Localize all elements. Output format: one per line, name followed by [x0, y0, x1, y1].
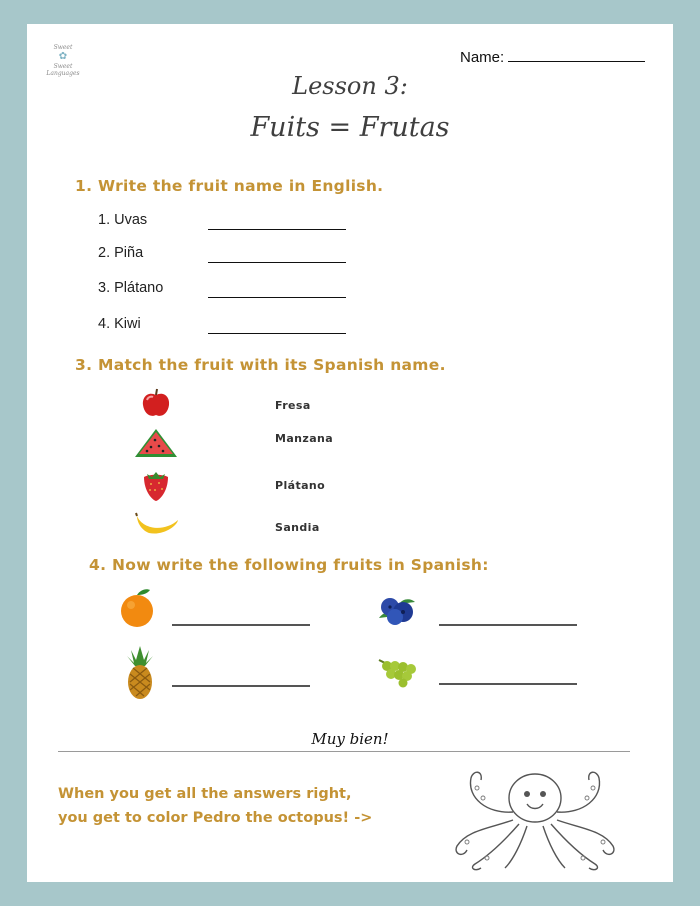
match-word: Sandia [275, 521, 320, 534]
answer-blank[interactable] [208, 229, 346, 230]
answer-blank[interactable] [172, 624, 310, 626]
apple-icon [139, 386, 173, 420]
match-word: Fresa [275, 399, 311, 412]
name-field [460, 49, 645, 66]
lesson-subtitle: Fuits = Frutas [250, 112, 450, 143]
muy-bien-text: Muy bien! [311, 730, 389, 748]
exercise-item: 2. Piña [98, 245, 144, 261]
answer-blank[interactable] [208, 333, 346, 334]
pineapple-icon [123, 644, 157, 700]
lesson-title: Lesson 3: [292, 72, 408, 100]
banana-icon [133, 508, 181, 536]
logo-text-3: Languages [46, 70, 80, 77]
octopus-coloring-icon [447, 764, 623, 874]
strawberry-icon [139, 466, 173, 502]
section4-heading: 4. Now write the following fruits in Spanish: [89, 556, 489, 574]
orange-icon [118, 586, 156, 628]
match-word: Plátano [275, 479, 326, 492]
grapes-icon [373, 652, 421, 688]
exercise-item: 1. Uvas [98, 212, 148, 228]
divider [58, 751, 630, 752]
worksheet-page [27, 24, 673, 882]
logo-text-1: Sweet [53, 44, 73, 51]
watermelon-icon [133, 426, 179, 462]
blueberries-icon [373, 590, 421, 628]
closing-line-1: When you get all the answers right, [58, 786, 352, 802]
answer-blank[interactable] [439, 624, 577, 626]
section1-heading: 1. Write the fruit name in English. [75, 177, 384, 195]
name-label: Name: [460, 49, 505, 66]
section3-heading: 3. Match the fruit with its Spanish name. [75, 356, 446, 374]
answer-blank[interactable] [172, 685, 310, 687]
answer-blank[interactable] [208, 262, 346, 263]
closing-line-2: you get to color Pedro the octopus! -> [58, 810, 373, 826]
exercise-item: 3. Plátano [98, 280, 164, 296]
logo-text-2: Sweet [53, 63, 73, 70]
answer-blank[interactable] [208, 297, 346, 298]
flower-icon: ✿ [58, 51, 68, 62]
name-blank[interactable] [508, 49, 645, 62]
match-word: Manzana [275, 432, 334, 445]
exercise-item: 4. Kiwi [98, 316, 141, 332]
answer-blank[interactable] [439, 683, 577, 685]
